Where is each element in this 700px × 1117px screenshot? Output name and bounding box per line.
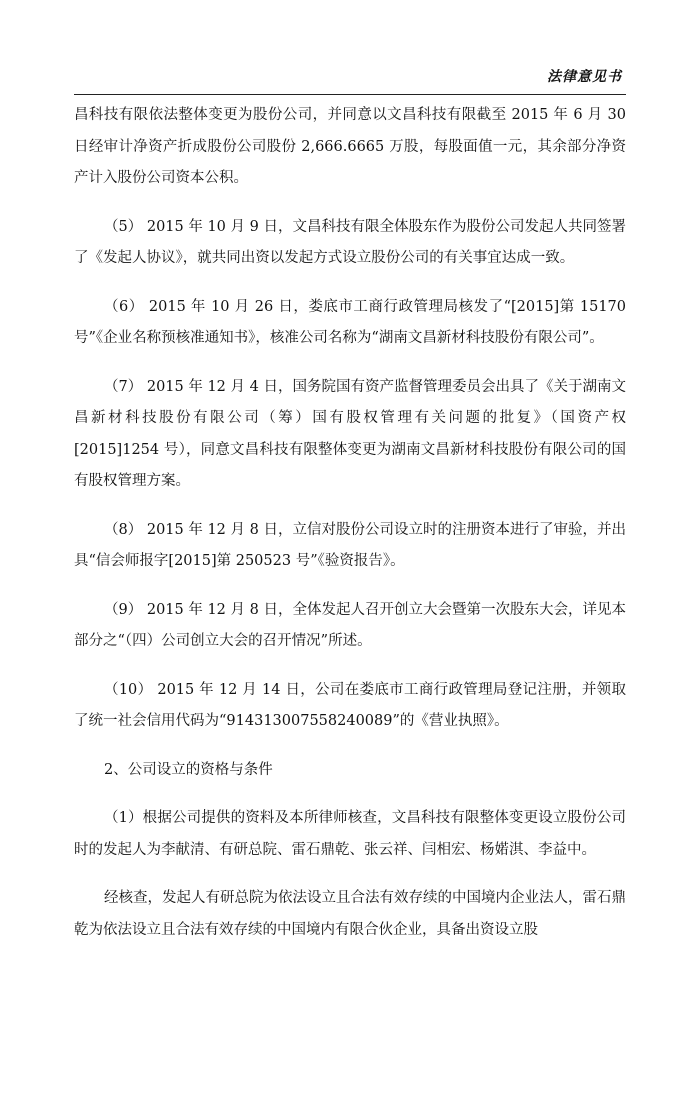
document-header-title: 法律意见书 (547, 69, 622, 85)
paragraph-item-10: （10） 2015 年 12 月 14 日，公司在娄底市工商行政管理局登记注册，并领取了统一社会信用代码为“914313007558240089”的《营业执照》。 (74, 681, 626, 729)
document-body (74, 100, 626, 963)
paragraph-continuation: 昌科技有限依法整体变更为股份公司，并同意以文昌科技有限截至 2015 年 6 月 30 日经审计净资产折成股份公司股份 2,666.6665 万股，每股面值一元，其余部分净资产计入股份公司资本公积。 (74, 107, 626, 186)
paragraph-item-7: （7） 2015 年 12 月 4 日，国务院国有资产监督管理委员会出具了《关于湖南文昌新材科技股份有限公司（筹）国有股权管理有关问题的批复》（国资产权[2015]1254 号），同意文昌科技有限整体变更为湖南文昌新材科技股份有限公司的国有股权管理方案。 (74, 378, 626, 489)
paragraph-promoters: （1）根据公司提供的资料及本所律师核查，文昌科技有限整体变更设立股份公司时的发起人为李献清、有研总院、雷石鼎乾、张云祥、闫相宏、杨婼淇、李益中。 (74, 810, 626, 858)
section-heading-qualifications: 2、公司设立的资格与条件 (104, 761, 273, 778)
header-divider (74, 94, 626, 95)
paragraph-item-5: （5） 2015 年 10 月 9 日，文昌科技有限全体股东作为股份公司发起人共同签署了《发起人协议》，就共同出资以发起方式设立股份公司的有关事宜达成一致。 (74, 218, 626, 266)
paragraph-item-8: （8） 2015 年 12 月 8 日，立信对股份公司设立时的注册资本进行了审验，并出具“信会师报字[2015]第 250523 号”《验资报告》。 (74, 521, 626, 569)
paragraph-item-6: （6） 2015 年 10 月 26 日，娄底市工商行政管理局核发了“[2015]第 15170 号”《企业名称预核准通知书》，核准公司名称为“湖南文昌新材科技股份有限公司”。 (74, 298, 626, 346)
paragraph-item-9: （9） 2015 年 12 月 8 日，全体发起人召开创立大会暨第一次股东大会，详见本部分之“（四）公司创立大会的召开情况”所述。 (74, 601, 626, 649)
paragraph-verification: 经核查，发起人有研总院为依法设立且合法有效存续的中国境内企业法人，雷石鼎乾为依法设立且合法有效存续的中国境内有限合伙企业，具备出资设立股 (74, 890, 626, 938)
